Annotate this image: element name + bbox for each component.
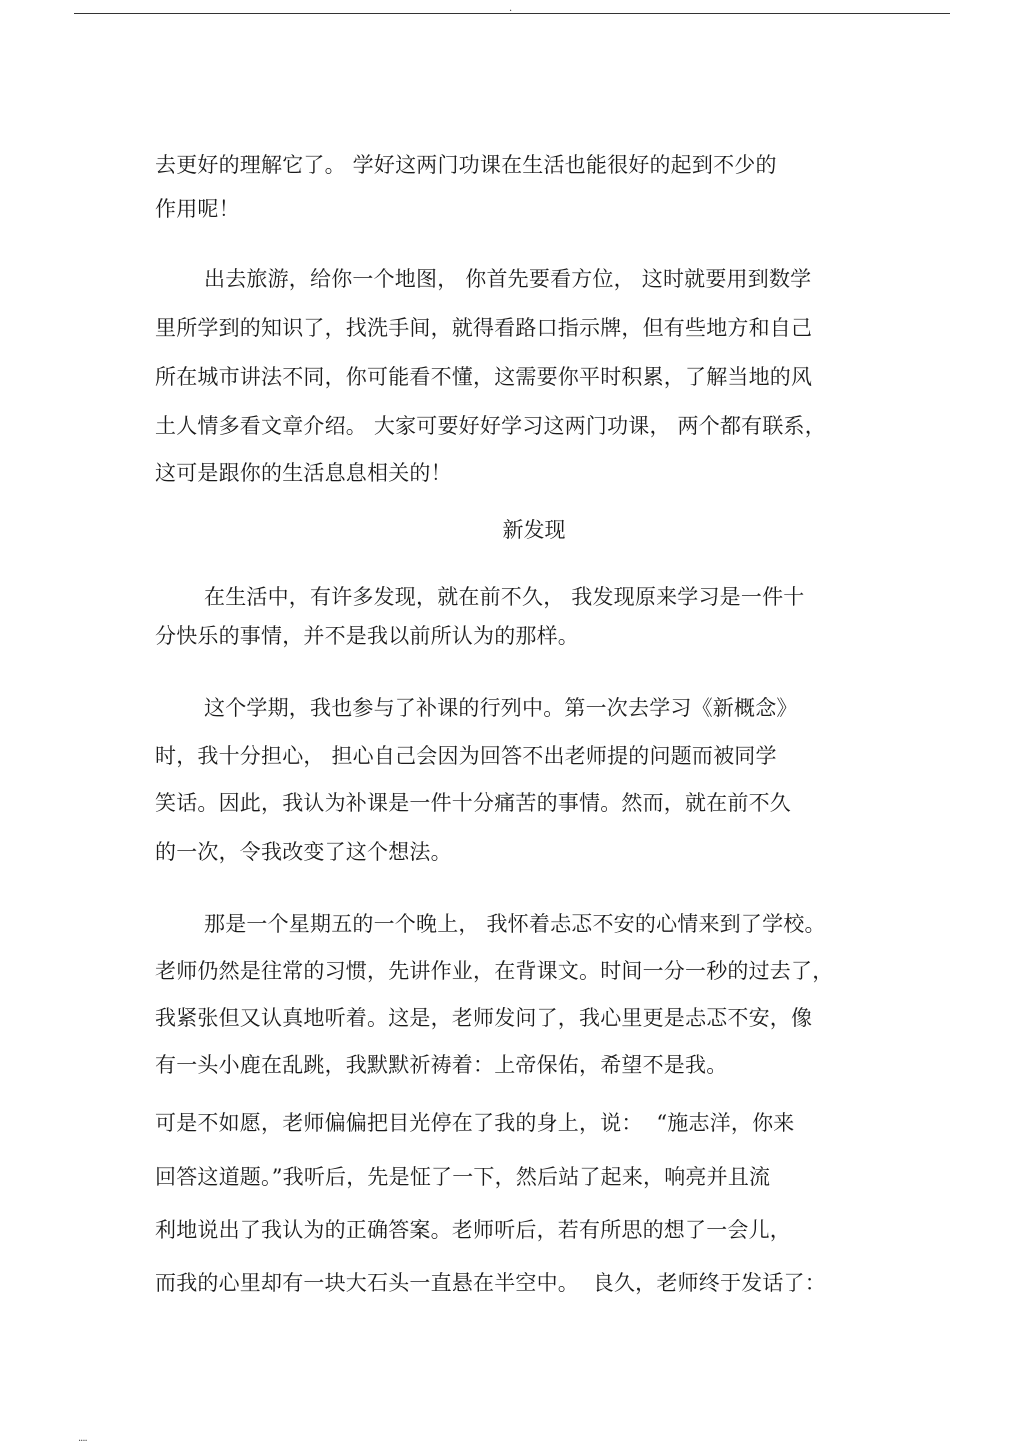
text-line: 可是不如愿，老师偏偏把目光停在了我的身上，说： “施志洋，你来 [155,1111,795,1135]
text-line: 里所学到的知识了，找洗手间，就得看路口指示牌，但有些地方和自己 [155,316,813,340]
text-line: 土人情多看文章介绍。 大家可要好好学习这两门功课， 两个都有联系， [155,414,826,438]
text-line: 我紧张但又认真地听着。这是，老师发问了，我心里更是忐忑不安，像 [155,1006,813,1030]
text-line: 所在城市讲法不同，你可能看不懂，这需要你平时积累，了解当地的风 [155,365,813,389]
text-line: 这可是跟你的生活息息相关的！ [155,461,452,485]
text-line: 在生活中，有许多发现，就在前不久， 我发现原来学习是一件十 [204,585,805,609]
footer-mark: .... [78,1433,87,1444]
text-line: 这个学期，我也参与了补课的行列中。第一次去学习《新概念》 [204,696,798,720]
text-line: 笑话。因此，我认为补课是一件十分痛苦的事情。然而，就在前不久 [155,791,791,815]
text-line: 那是一个星期五的一个晚上， 我怀着忐忑不安的心情来到了学校。 [204,912,826,936]
text-line: 的一次，令我改变了这个想法。 [155,840,452,864]
text-line: 老师仍然是往常的习惯，先讲作业，在背课文。时间一分一秒的过去了， [155,959,834,983]
header-dot: . [509,3,513,14]
text-line: 有一头小鹿在乱跳，我默默祈祷着：上帝保佑，希望不是我。 [155,1053,728,1077]
text-line: 分快乐的事情，并不是我以前所认为的那样。 [155,624,579,648]
text-line: 时，我十分担心， 担心自己会因为回答不出老师提的问题而被同学 [155,744,777,768]
text-line: 利地说出了我认为的正确答案。老师听后，若有所思的想了一会儿， [155,1218,791,1242]
text-line: 回答这道题。”我听后，先是怔了一下，然后站了起来，响亮并且流 [155,1165,771,1189]
text-line: 出去旅游，给你一个地图， 你首先要看方位， 这时就要用到数学 [204,267,812,291]
section-title: 新发现 [502,518,566,542]
text-line: 作用呢！ [155,197,240,221]
text-line: 去更好的理解它了。 学好这两门功课在生活也能很好的起到不少的 [155,153,777,177]
text-line: 而我的心里却有一块大石头一直悬在半空中。 良久，老师终于发话了： [155,1271,826,1295]
